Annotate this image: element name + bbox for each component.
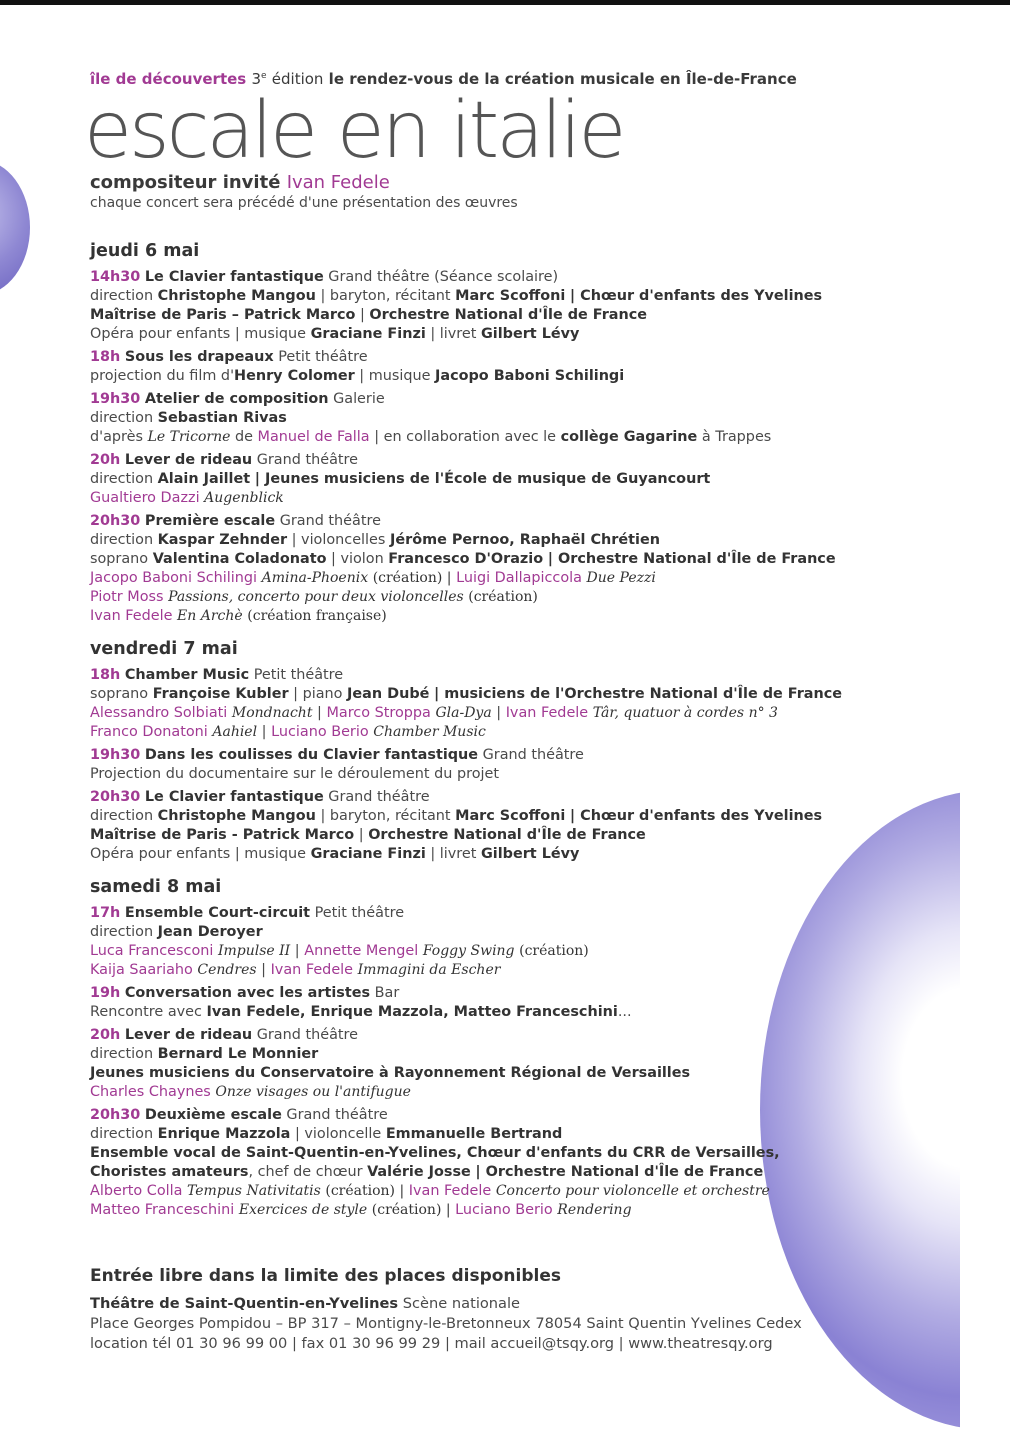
event-text: Jérôme Pernoo, Raphaël Chrétien <box>389 532 660 548</box>
event-text: Marc Scoffoni <box>455 808 566 824</box>
event-text: Petit théâtre <box>314 905 405 921</box>
event-text: Grand théâtre <box>328 789 430 805</box>
event-text: Chamber Music <box>373 724 486 740</box>
event-text: direction <box>90 1046 154 1062</box>
day-heading: vendredi 7 mai <box>90 639 238 659</box>
event-text: Piotr Moss <box>90 589 164 605</box>
event-text: Opéra pour enfants | musique <box>90 846 307 862</box>
event-text: | livret <box>430 326 477 342</box>
event-text: Tempus Nativitatis <box>187 1183 321 1199</box>
event-text: direction <box>90 1126 154 1142</box>
event-text: Emmanuelle Bertrand <box>385 1126 563 1142</box>
event-text: Sebastian Rivas <box>157 410 287 426</box>
event <box>90 788 910 864</box>
event-text: Franco Donatoni <box>90 724 208 740</box>
event-text: Ivan Fedele <box>408 1183 492 1199</box>
event-text: Dans les coulisses du Clavier fantastique <box>144 747 479 763</box>
event-text: Târ, quatuor à cordes n° 3 <box>592 705 778 721</box>
event-text: Alessandro Solbiati <box>90 705 228 721</box>
event-text: Charles Chaynes <box>90 1084 211 1100</box>
event-text: Grand théâtre <box>286 1107 388 1123</box>
event-text: Ensemble vocal de Saint-Quentin-en-Yvelines, Chœur d'enfants du CRR de Versailles, <box>90 1145 780 1161</box>
event-text: Gualtiero Dazzi <box>90 490 200 506</box>
festival-name: île de découvertes <box>90 70 247 88</box>
event-text: Rencontre avec <box>90 1004 202 1020</box>
event-text: | <box>317 705 322 721</box>
event-text: projection du film d' <box>90 368 235 384</box>
event-text: Françoise Kubler <box>152 686 289 702</box>
event-text: Jean Dubé <box>347 686 430 702</box>
event-text: direction <box>90 410 154 426</box>
event-text: | Orchestre National d'Île de France <box>547 551 836 567</box>
event-text: (création française) <box>247 608 387 624</box>
event-text: Enrique Mazzola <box>157 1126 291 1142</box>
event-text: 19h30 <box>90 391 141 407</box>
edition-number: 3 <box>251 70 261 88</box>
tagline: le rendez-vous de la création musicale en Île-de-France <box>328 70 797 88</box>
venue-name: Théâtre de Saint-Quentin-en-Yvelines <box>90 1295 399 1312</box>
event-text: Opéra pour enfants | musique <box>90 326 307 342</box>
event-text: Projection du documentaire sur le déroulement du projet <box>90 766 499 782</box>
event-text: Petit théâtre <box>253 667 344 683</box>
guest-composer: compositeur invité Ivan Fedele <box>90 172 390 193</box>
event-text: Alain Jaillet <box>157 471 251 487</box>
event-text: Chamber Music <box>124 667 250 683</box>
event <box>90 666 910 742</box>
event-text: Ivan Fedele, Enrique Mazzola, Matteo Franceschini <box>206 1004 618 1020</box>
event-text: Concerto pour violoncelle et orchestre <box>495 1183 770 1199</box>
event-text: | Chœur d'enfants des Yvelines <box>569 288 823 304</box>
event-text: Mondnacht <box>231 705 313 721</box>
event-text: Immagini da Escher <box>357 962 501 978</box>
event-text: soprano <box>90 551 149 567</box>
event-text: Deuxième escale <box>144 1107 282 1123</box>
event <box>90 268 910 344</box>
event-text: Jacopo Baboni Schilingi <box>90 570 258 586</box>
event-text: Matteo Franceschini <box>90 1202 235 1218</box>
guest-composer-name: Ivan Fedele <box>286 172 390 193</box>
event-text: Cendres <box>197 962 257 978</box>
event-text: direction <box>90 532 154 548</box>
event-text: Jacopo Baboni Schilingi <box>435 368 625 384</box>
event-text: Lever de rideau <box>124 452 253 468</box>
event-text: Augenblick <box>204 490 284 506</box>
event-text: Ivan Fedele <box>505 705 589 721</box>
event-text: Rendering <box>557 1202 632 1218</box>
event-text: Le Tricorne <box>147 429 231 445</box>
event-text: Maîtrise de Paris – Patrick Marco <box>90 307 356 323</box>
event-text: Première escale <box>144 513 276 529</box>
page-title: escale en italie <box>84 86 624 176</box>
event-text: Orchestre National d'Île de France <box>368 827 646 843</box>
day-heading: jeudi 6 mai <box>90 241 200 261</box>
event-text: | <box>359 307 365 323</box>
event-text: 19h <box>90 985 121 1001</box>
event-text: | <box>261 724 267 740</box>
event-text: Ensemble Court-circuit <box>124 905 311 921</box>
event-text: Annette Mengel <box>304 943 419 959</box>
event-text: | baryton, récitant <box>320 808 451 824</box>
event-text: En Archè <box>177 608 243 624</box>
event-text: (création) | <box>371 1202 451 1218</box>
event-text: Galerie <box>333 391 385 407</box>
event <box>90 348 910 386</box>
event-text: Manuel de Falla <box>257 429 370 445</box>
venue-contact: location tél 01 30 96 99 00 | fax 01 30 96 99 29 | mail accueil@tsqy.org | www.theatresqy.org <box>90 1335 773 1352</box>
event-text: (création) | <box>372 570 452 586</box>
event-text: Ivan Fedele <box>90 608 173 624</box>
event-text: Atelier de composition <box>144 391 329 407</box>
event-text: | Jeunes musiciens de l'École de musique de Guyancourt <box>254 471 711 487</box>
event-text: Christophe Mangou <box>157 808 316 824</box>
event-text: Alberto Colla <box>90 1183 183 1199</box>
day-heading: samedi 8 mai <box>90 877 222 897</box>
footer: Entrée libre dans la limite des places disponibles Théâtre de Saint-Quentin-en-Yvelines Scène nationale Place Georges Pompidou – BP 317 – Montigny-le-Bretonneux 78054 Saint Quentin Yvelines Cedex location tél 01 30 96 99 00 | fax 01 30 96 99 29 | mail accueil@tsqy.org | www.theatresqy.org <box>90 1266 802 1352</box>
free-entry-notice: Entrée libre dans la limite des places disponibles <box>90 1266 562 1286</box>
event <box>90 1026 910 1102</box>
event-text: Passions, concerto pour deux violoncelles <box>168 589 464 605</box>
event-text: Marc Scoffoni <box>455 288 566 304</box>
event-text: | Orchestre National d'Île de France <box>475 1164 764 1180</box>
event <box>90 451 910 508</box>
event-text: Impulse II <box>217 943 291 959</box>
event-text: Graciane Finzi <box>310 846 426 862</box>
event-text: Le Clavier fantastique <box>144 789 324 805</box>
event-text: Choristes amateurs <box>90 1164 249 1180</box>
event-text: Le Clavier fantastique <box>144 269 324 285</box>
event-text: Petit théâtre <box>278 349 368 365</box>
event-text: Grand théâtre <box>482 747 584 763</box>
event-text: | <box>261 962 266 978</box>
event-text: 18h <box>90 667 121 683</box>
header-line: île de découvertes 3e édition le rendez-vous de la création musicale en Île-de-France <box>90 70 797 88</box>
event-text: Graciane Finzi <box>310 326 426 342</box>
event-text: Lever de rideau <box>124 1027 253 1043</box>
event-text: Grand théâtre <box>279 513 381 529</box>
event-text: ... <box>617 1004 632 1020</box>
event-text: Kaija Saariaho <box>90 962 193 978</box>
event-text: | musiciens de l'Orchestre National d'Île de France <box>433 686 843 702</box>
event-text: Marco Stroppa <box>326 705 431 721</box>
event-text: Gla-Dya <box>435 705 492 721</box>
event-text: d'après <box>90 429 143 445</box>
event-text: Jeunes musiciens du Conservatoire à Rayonnement Régional de Versailles <box>90 1065 691 1081</box>
event <box>90 390 910 447</box>
event-text: 14h30 <box>90 269 141 285</box>
event-text: | livret <box>430 846 477 862</box>
event-text: Grand théâtre <box>256 452 358 468</box>
event-text: | baryton, récitant <box>320 288 451 304</box>
event-text: à Trappes <box>701 429 772 445</box>
event-text: (création) | <box>325 1183 405 1199</box>
event-text: | violon <box>331 551 384 567</box>
event-text: direction <box>90 924 154 940</box>
event-text: Luigi Dallapiccola <box>456 570 582 586</box>
event-text: | Chœur d'enfants des Yvelines <box>569 808 823 824</box>
event-text: 20h <box>90 452 121 468</box>
top-edge-bar <box>0 0 1010 5</box>
event-text: Valérie Josse <box>367 1164 471 1180</box>
event-text: soprano <box>90 686 149 702</box>
event-text: Bernard Le Monnier <box>157 1046 319 1062</box>
venue-address: Place Georges Pompidou – BP 317 – Montigny-le-Bretonneux 78054 Saint Quentin Yvelines Cedex <box>90 1315 802 1332</box>
event-text: | <box>358 827 364 843</box>
event <box>90 984 910 1022</box>
decorative-disc-left <box>0 160 30 295</box>
event-text: Aahiel <box>212 724 258 740</box>
event-text: Grand théâtre <box>256 1027 358 1043</box>
event-text: Due Pezzi <box>586 570 656 586</box>
event-text: Onze visages ou l'antifugue <box>215 1084 411 1100</box>
event-text: Henry Colomer <box>234 368 355 384</box>
event-text: Christophe Mangou <box>157 288 316 304</box>
event-text: | violoncelle <box>294 1126 382 1142</box>
event-text: Bar <box>374 985 400 1001</box>
event-text: | violoncelles <box>291 532 386 548</box>
event-text: | musique <box>359 368 431 384</box>
event-text: 17h <box>90 905 121 921</box>
event <box>90 512 910 626</box>
event-text: collège Gagarine <box>560 429 698 445</box>
event-text: | piano <box>293 686 343 702</box>
event-text: 20h <box>90 1027 121 1043</box>
event-text: Jean Deroyer <box>157 924 263 940</box>
event-text: Kaspar Zehnder <box>157 532 288 548</box>
event-text: Conversation avec les artistes <box>124 985 371 1001</box>
event-text: Exercices de style <box>238 1202 368 1218</box>
event-text: Ivan Fedele <box>270 962 354 978</box>
event-text: | <box>294 943 300 959</box>
event-text: (création) <box>519 943 589 959</box>
event-text: 19h30 <box>90 747 141 763</box>
event-text: Grand théâtre (Séance scolaire) <box>328 269 559 285</box>
event-text: 20h30 <box>90 1107 141 1123</box>
event-text: | en collaboration avec le <box>374 429 557 445</box>
event-text: 20h30 <box>90 513 141 529</box>
event-text: Luciano Berio <box>455 1202 553 1218</box>
event-text: Valentina Coladonato <box>152 551 327 567</box>
event-text: direction <box>90 808 154 824</box>
event-text: Gilbert Lévy <box>480 326 580 342</box>
event-text: , chef de chœur <box>248 1164 363 1180</box>
event-text: direction <box>90 288 154 304</box>
program <box>90 240 910 1224</box>
event-text: Maîtrise de Paris - Patrick Marco <box>90 827 355 843</box>
event-text: Foggy Swing <box>422 943 515 959</box>
event-text: 18h <box>90 349 121 365</box>
event-text: | <box>496 705 502 721</box>
event-text: Sous les drapeaux <box>124 349 274 365</box>
event <box>90 1106 910 1220</box>
event-text: Luciano Berio <box>271 724 369 740</box>
event-text: (création) <box>468 589 538 605</box>
event-text: de <box>234 429 253 445</box>
event-text: Luca Francesconi <box>90 943 214 959</box>
intro-text: chaque concert sera précédé d'une présentation des œuvres <box>90 195 518 211</box>
event-text: Orchestre National d'Île de France <box>369 307 648 323</box>
event-text: Gilbert Lévy <box>480 846 580 862</box>
event-text: Francesco D'Orazio <box>388 551 544 567</box>
event <box>90 904 910 980</box>
event <box>90 746 910 784</box>
event-text: direction <box>90 471 154 487</box>
event-text: Amina-Phoenix <box>261 570 369 586</box>
event-text: 20h30 <box>90 789 141 805</box>
